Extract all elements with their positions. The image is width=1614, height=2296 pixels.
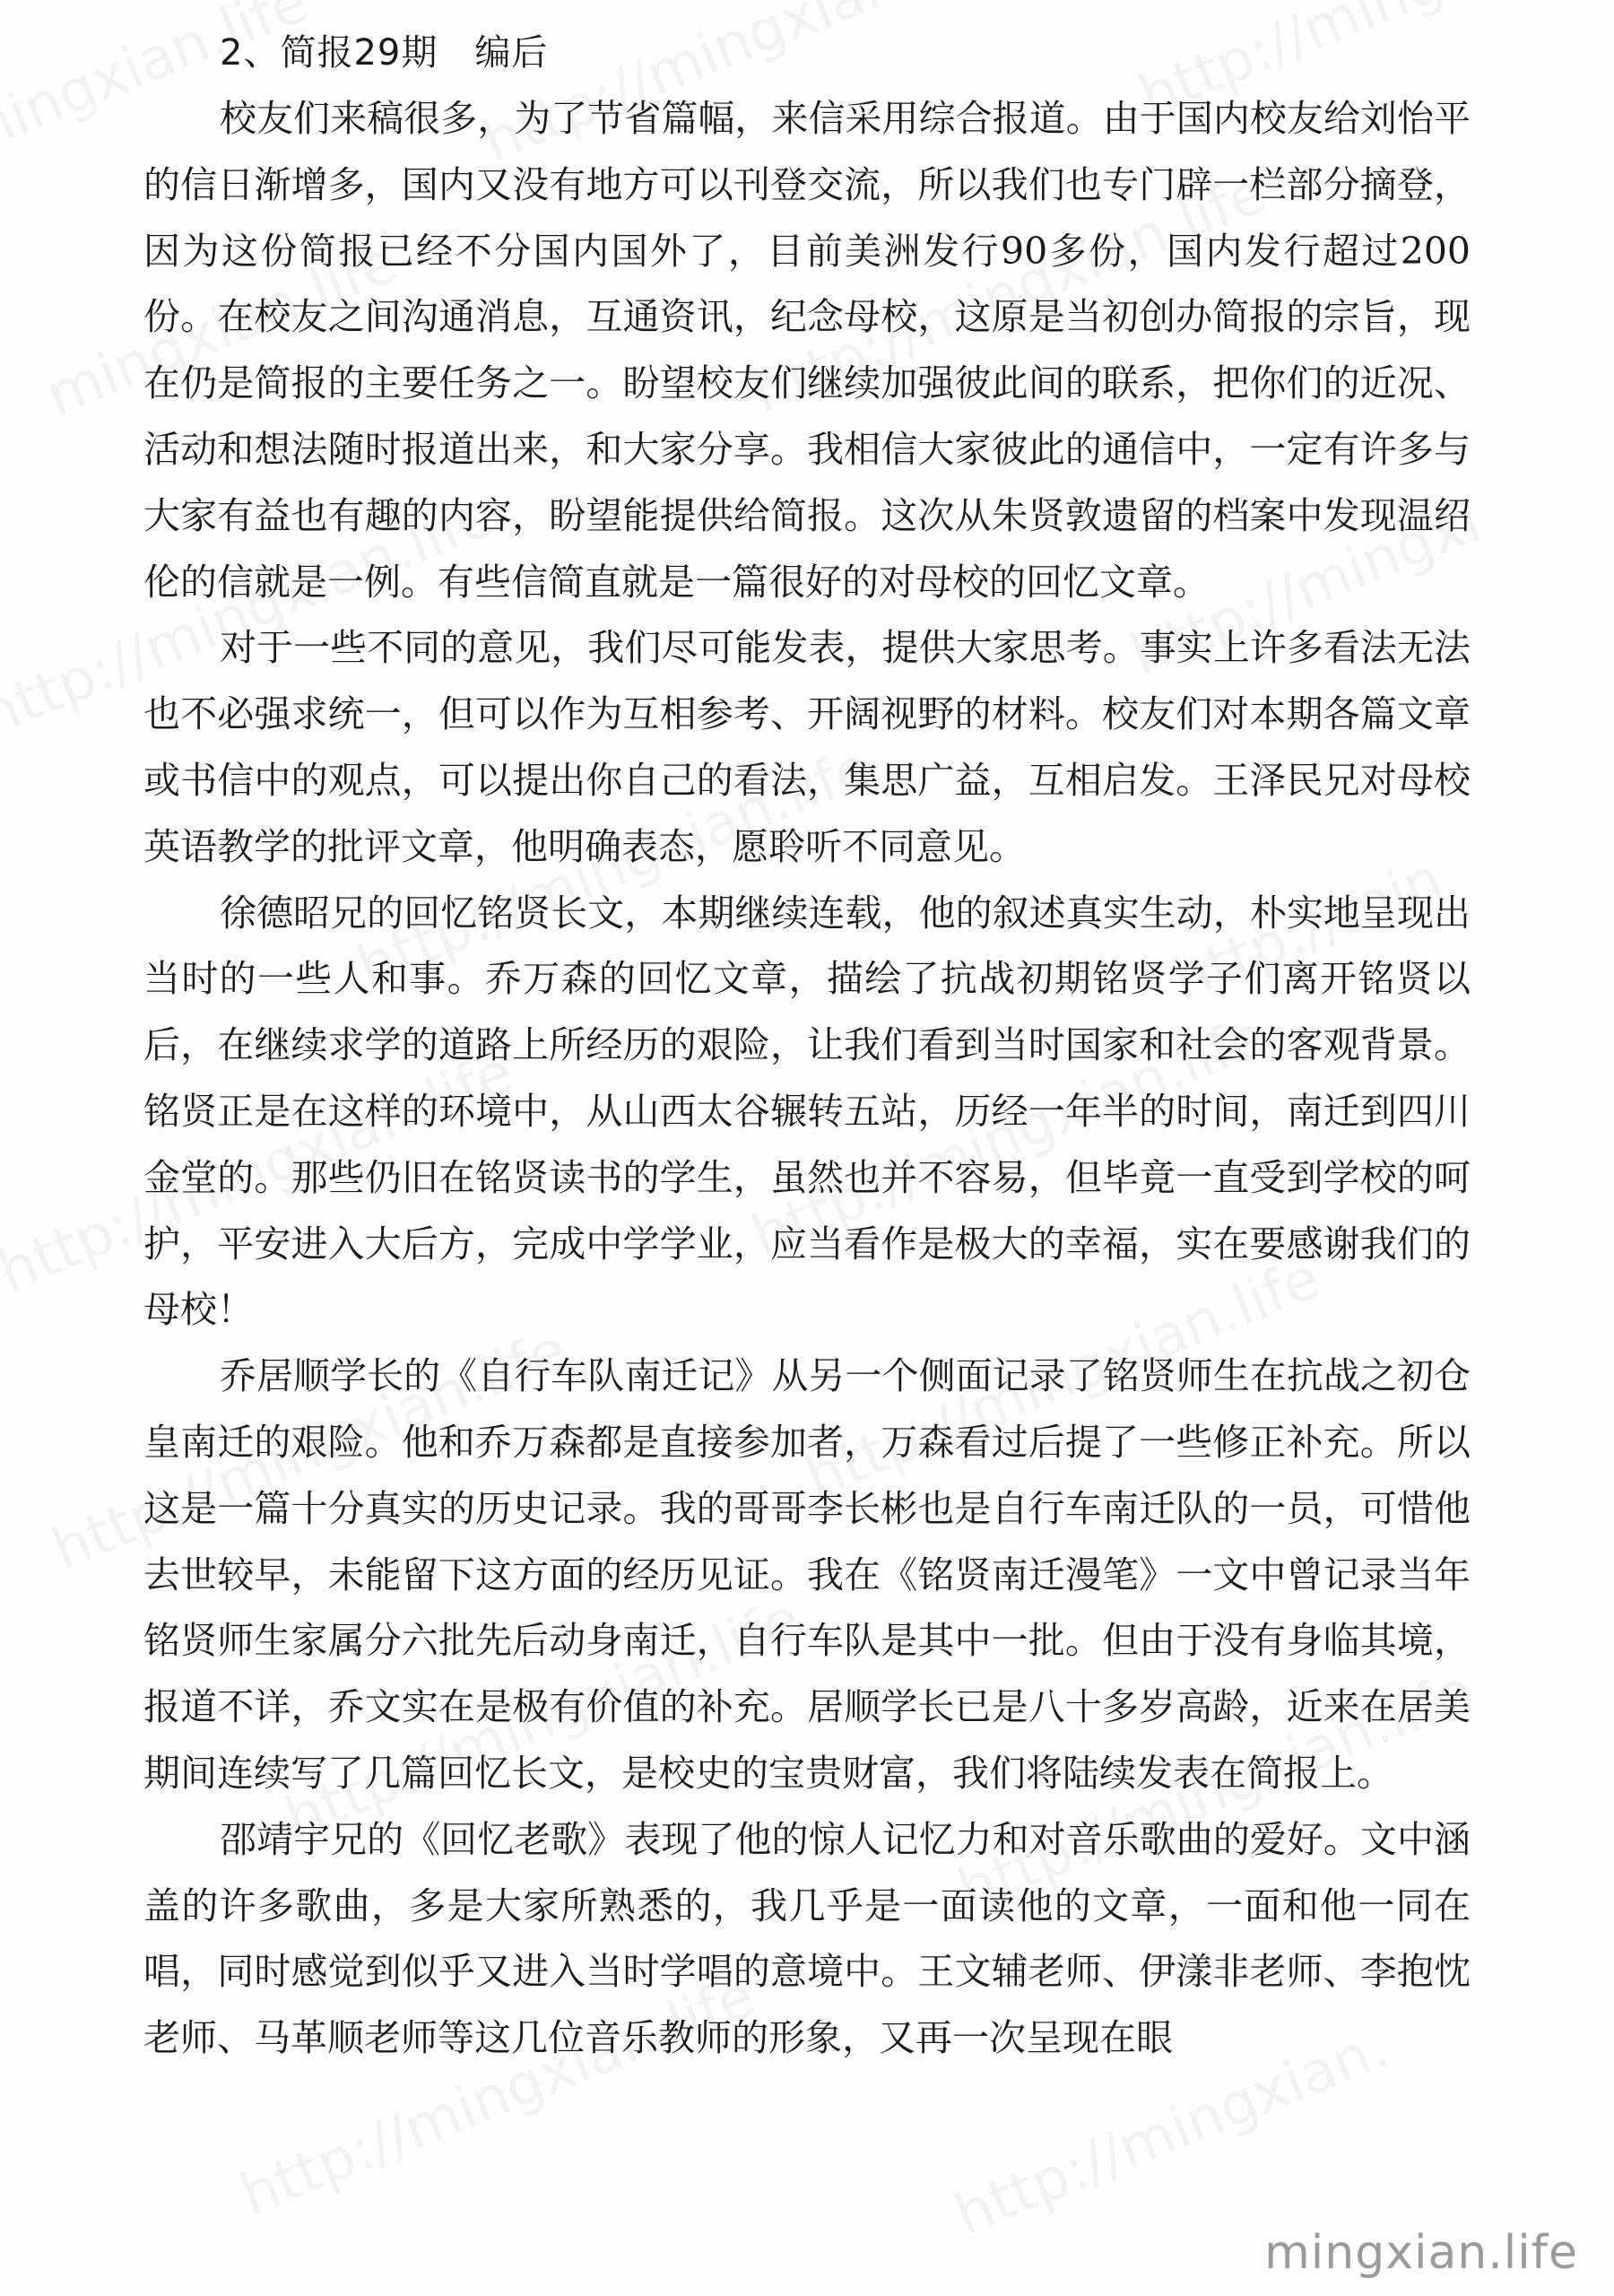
document-body (143, 20, 1471, 2072)
section-heading: 2、简报29期 编后 (220, 32, 549, 74)
paragraph: 乔居顺学长的《自行车队南迁记》从另一个侧面记录了铭贤师生在抗战之初仓皇南迁的艰险。他和乔万森都是直接参加者，万森看过后提了一些修正补充。所以这是一篇十分真实的历史记录。我的哥哥李长彬也是自行车南迁队的一员，可惜他去世较早，未能留下这方面的经历见证。我在《铭贤南迁漫笔》一文中曾记录当年铭贤师生家属分六批先后动身南迁，自行车队是其中一批。但由于没有身临其境，报道不详，乔文实在是极有价值的补充。居顺学长已是八十多岁高龄，近来在居美期间连续写了几篇回忆长文，是校史的宝贵财富，我们将陆续发表在简报上。 (143, 1354, 1471, 1795)
footer-watermark: mingxian.life (1264, 2226, 1578, 2280)
paragraph: 徐德昭兄的回忆铭贤长文，本期继续连载，他的叙述真实生动，朴实地呈现出当时的一些人和事。乔万森的回忆文章，描绘了抗战初期铭贤学子们离开铭贤以后，在继续求学的道路上所经历的艰险，让我们看到当时国家和社会的客观背景。铭贤正是在这样的环境中，从山西太谷辗转五站，历经一年半的时间，南迁到四川金堂的。那些仍旧在铭贤读书的学生，虽然也并不容易，但毕竟一直受到学校的呵护，平安进入大后方，完成中学学业，应当看作是极大的幸福，实在要感谢我们的母校！ (143, 891, 1471, 1332)
paragraph: 邵靖宇兄的《回忆老歌》表现了他的惊人记忆力和对音乐歌曲的爱好。文中涵盖的许多歌曲，多是大家所熟悉的，我几乎是一面读他的文章，一面和他一同在唱，同时感觉到似乎又进入当时学唱的意境中。王文辅老师、伊漾非老师、李抱忱老师、马革顺老师等这几位音乐教师的形象，又再一次呈现在眼 (143, 1817, 1471, 2060)
paragraph: 对于一些不同的意见，我们尽可能发表，提供大家思考。事实上许多看法无法也不必强求统一，但可以作为互相参考、开阔视野的材料。校友们对本期各篇文章或书信中的观点，可以提出你自己的看法，集思广益，互相启发。王泽民兄对母校英语教学的批评文章，他明确表态，愿聆听不同意见。 (143, 626, 1471, 868)
paragraph: 校友们来稿很多，为了节省篇幅，来信采用综合报道。由于国内校友给刘怡平的信日渐增多，国内又没有地方可以刊登交流，所以我们也专门辟一栏部分摘登，因为这份简报已经不分国内国外了，目前美洲发行90多份，国内发行超过200份。在校友之间沟通消息，互通资讯，纪念母校，这原是当初创办简报的宗旨，现在仍是简报的主要任务之一。盼望校友们继续加强彼此间的联系，把你们的近况、活动和想法随时报道出来，和大家分享。我相信大家彼此的通信中，一定有许多与大家有益也有趣的内容，盼望能提供给简报。这次从朱贤敦遗留的档案中发现温绍伦的信就是一例。有些信简直就是一篇很好的对母校的回忆文章。 (143, 97, 1471, 604)
